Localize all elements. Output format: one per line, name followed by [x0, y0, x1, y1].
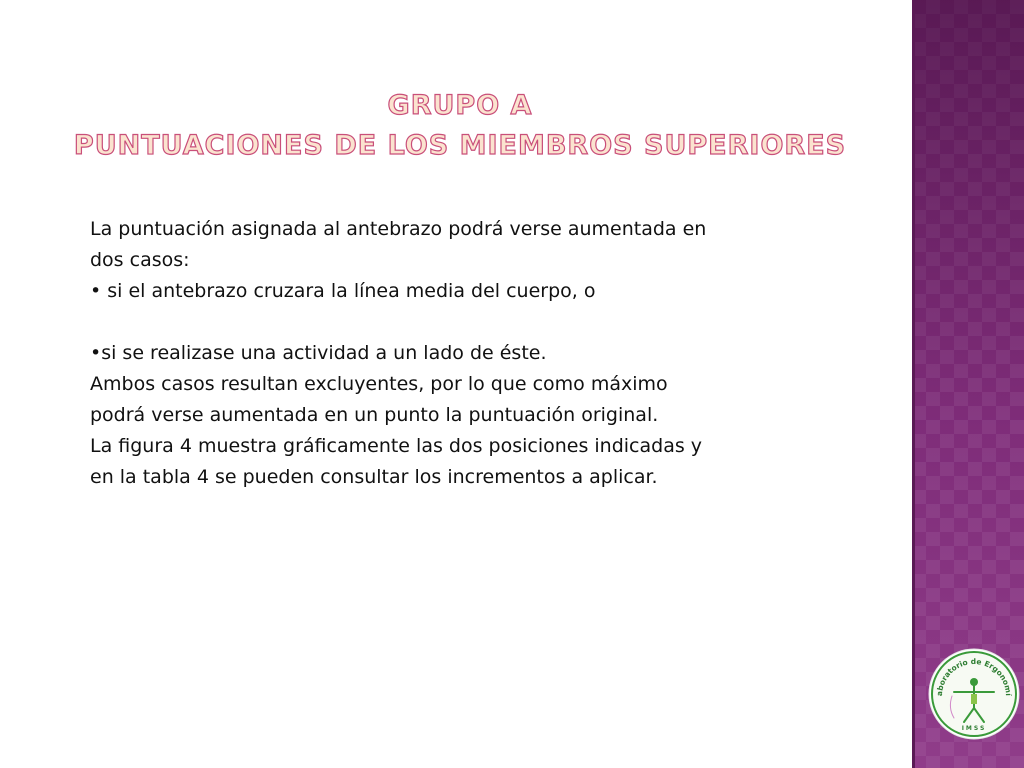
logo-arc-text: aboratorio de Ergonomí — [934, 656, 1014, 697]
body-line: • si el antebrazo cruzara la línea media del cuerpo, o — [90, 280, 596, 302]
slide-body — [90, 214, 840, 493]
body-line: La figura 4 muestra gráficamente las dos posiciones indicadas y — [90, 435, 703, 457]
title-line-1: GRUPO A — [387, 90, 533, 121]
logo-bottom-text: IMSS — [961, 725, 987, 732]
body-line: podrá verse aumentada en un punto la puntuación original. — [90, 404, 659, 426]
laboratorio-ergonomia-logo — [928, 648, 1020, 740]
body-line: La puntuación asignada al antebrazo podrá verse aumentada en — [90, 218, 707, 240]
slide-title — [60, 86, 860, 166]
body-line: •si se realizase una actividad a un lado de éste. — [90, 342, 547, 364]
body-line-blank — [90, 307, 840, 338]
body-line: en la tabla 4 se pueden consultar los incrementos a aplicar. — [90, 466, 658, 488]
body-line: Ambos casos resultan excluyentes, por lo que como máximo — [90, 373, 668, 395]
title-line-2: PUNTUACIONES DE LOS MIEMBROS SUPERIORES — [73, 130, 847, 161]
body-line: dos casos: — [90, 249, 190, 271]
logo-graphic — [928, 648, 1020, 740]
